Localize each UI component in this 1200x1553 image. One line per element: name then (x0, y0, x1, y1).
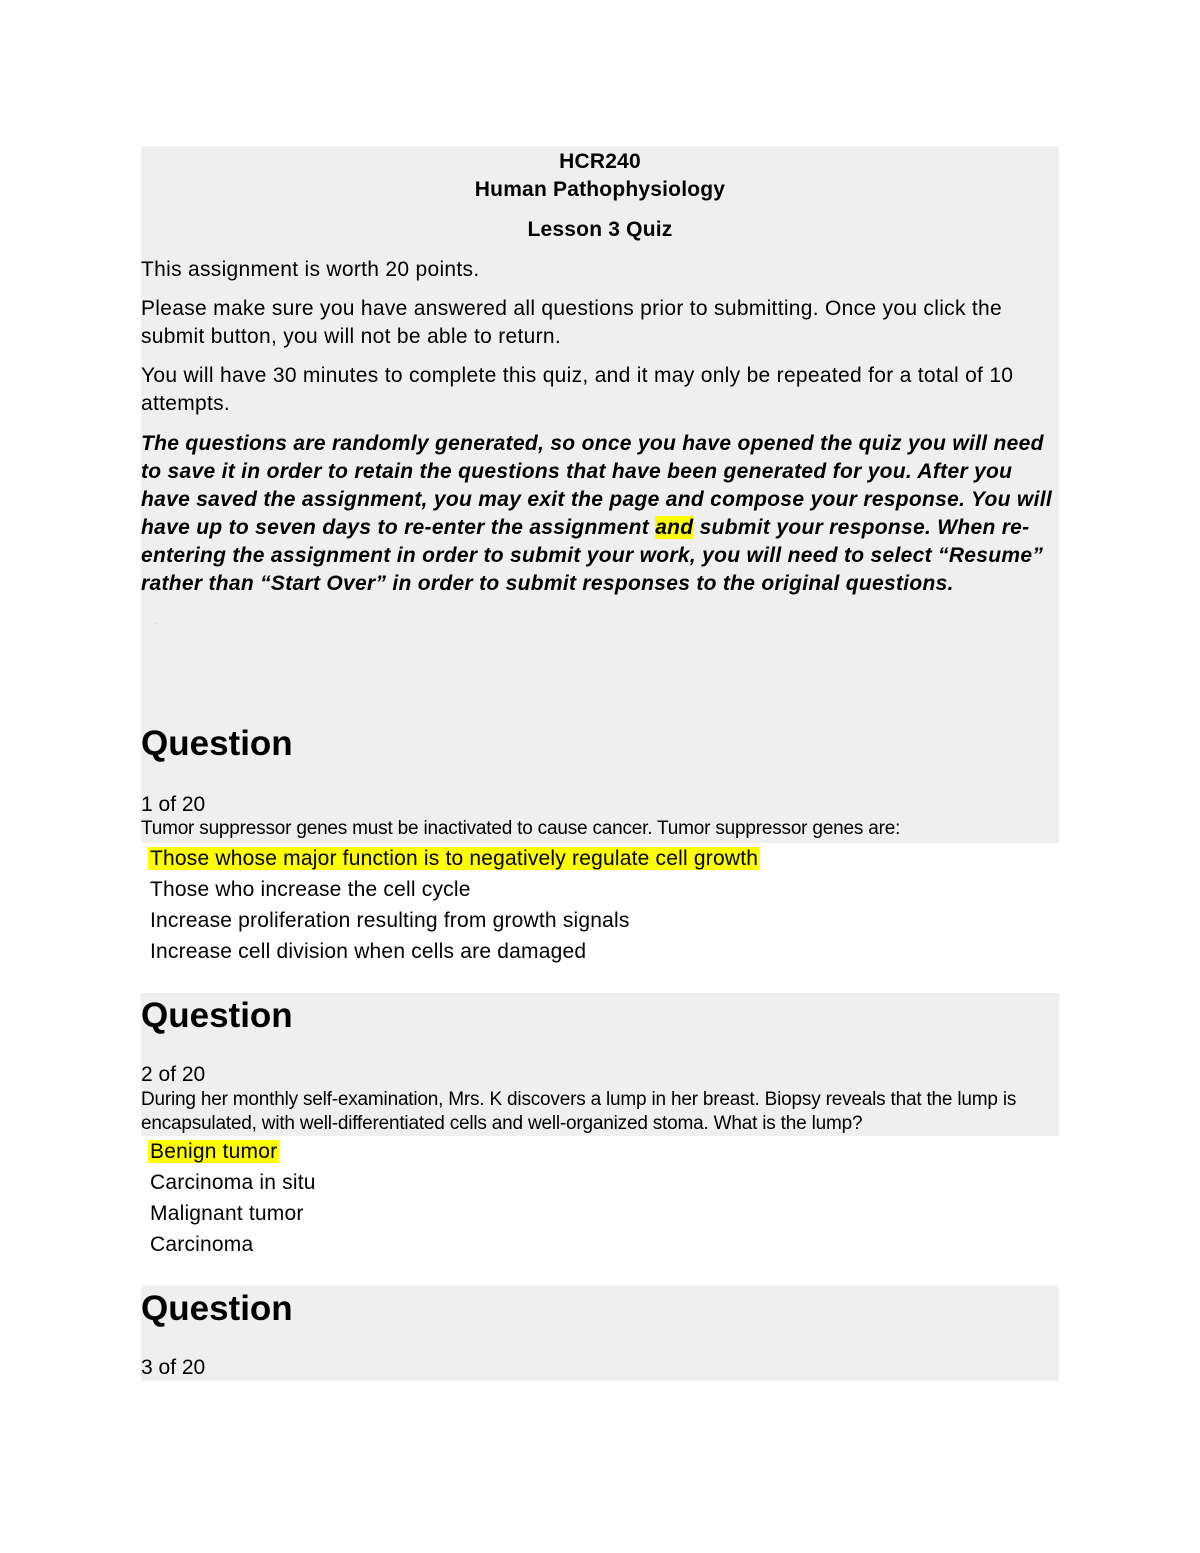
question-2-count: 2 of 20 (141, 1063, 206, 1086)
points-info: This assignment is worth 20 points. (141, 258, 480, 281)
option-label: Increase cell division when cells are damaged (150, 940, 587, 963)
question-2-option-4[interactable] (148, 1229, 318, 1260)
option-label: Those whose major function is to negatively regulate cell growth (150, 847, 759, 870)
option-label: Carcinoma (150, 1233, 254, 1256)
instructions-text-start: The questions are randomly generated, so once you have opened the quiz you will need to save it in order to retain the questions that have been generated for you. After you have saved the assignment, you may exit the page and compose your response. You will have up to seven days to re-enter the assignment (141, 432, 1052, 539)
quiz-title: Lesson 3 Quiz (527, 218, 673, 241)
question-1-count: 1 of 20 (141, 793, 206, 816)
question-1-option-2[interactable] (148, 874, 760, 905)
question-1-heading: Question (141, 724, 293, 763)
option-label: Those who increase the cell cycle (150, 878, 471, 901)
option-label: Malignant tumor (150, 1202, 304, 1225)
question-2-option-1[interactable] (148, 1136, 318, 1167)
question-2-heading: Question (141, 996, 293, 1035)
question-1-option-4[interactable] (148, 936, 760, 967)
question-2-option-2[interactable] (148, 1167, 318, 1198)
submit-warning: Please make sure you have answered all questions prior to submitting. Once you click the submit button, you will not be able to return. (141, 297, 1002, 348)
instructions-text-end: submit your response. When re-entering the assignment in order to submit your work, you will need to select “Resume” rather than “Start Over” in order to submit responses to the original questions. (141, 516, 1044, 595)
course-code: HCR240 (559, 150, 641, 173)
quiz-page (141, 146, 1059, 1379)
question-3-count: 3 of 20 (141, 1356, 206, 1379)
question-1-option-3[interactable] (148, 905, 760, 936)
instructions-paragraph (141, 430, 1059, 598)
question-3-block (141, 1286, 1059, 1381)
option-label: Increase proliferation resulting from growth signals (150, 909, 630, 932)
quiz-intro-block (141, 146, 1059, 843)
question-1-options (148, 843, 760, 967)
option-label: Benign tumor (150, 1140, 278, 1163)
question-1-option-1[interactable] (148, 843, 760, 874)
time-limit-info: You will have 30 minutes to complete this quiz, and it may only be repeated for a total of 10 attempts. (141, 364, 1014, 415)
option-label: Carcinoma in situ (150, 1171, 316, 1194)
question-2-options (148, 1136, 318, 1260)
question-2-option-3[interactable] (148, 1198, 318, 1229)
instructions-highlight: and (655, 516, 694, 539)
question-3-heading: Question (141, 1289, 293, 1328)
question-2-block (141, 993, 1059, 1136)
question-2-text: During her monthly self-examination, Mrs. K discovers a lump in her breast. Biopsy reveals that the lump is encapsulated, with well-differentiated cells and well-organized stoma. What is the lump? (141, 1089, 1017, 1134)
course-name: Human Pathophysiology (474, 178, 726, 201)
small-mark: · (155, 619, 158, 628)
question-1-text: Tumor suppressor genes must be inactivated to cause cancer. Tumor suppressor genes are: (141, 818, 901, 839)
